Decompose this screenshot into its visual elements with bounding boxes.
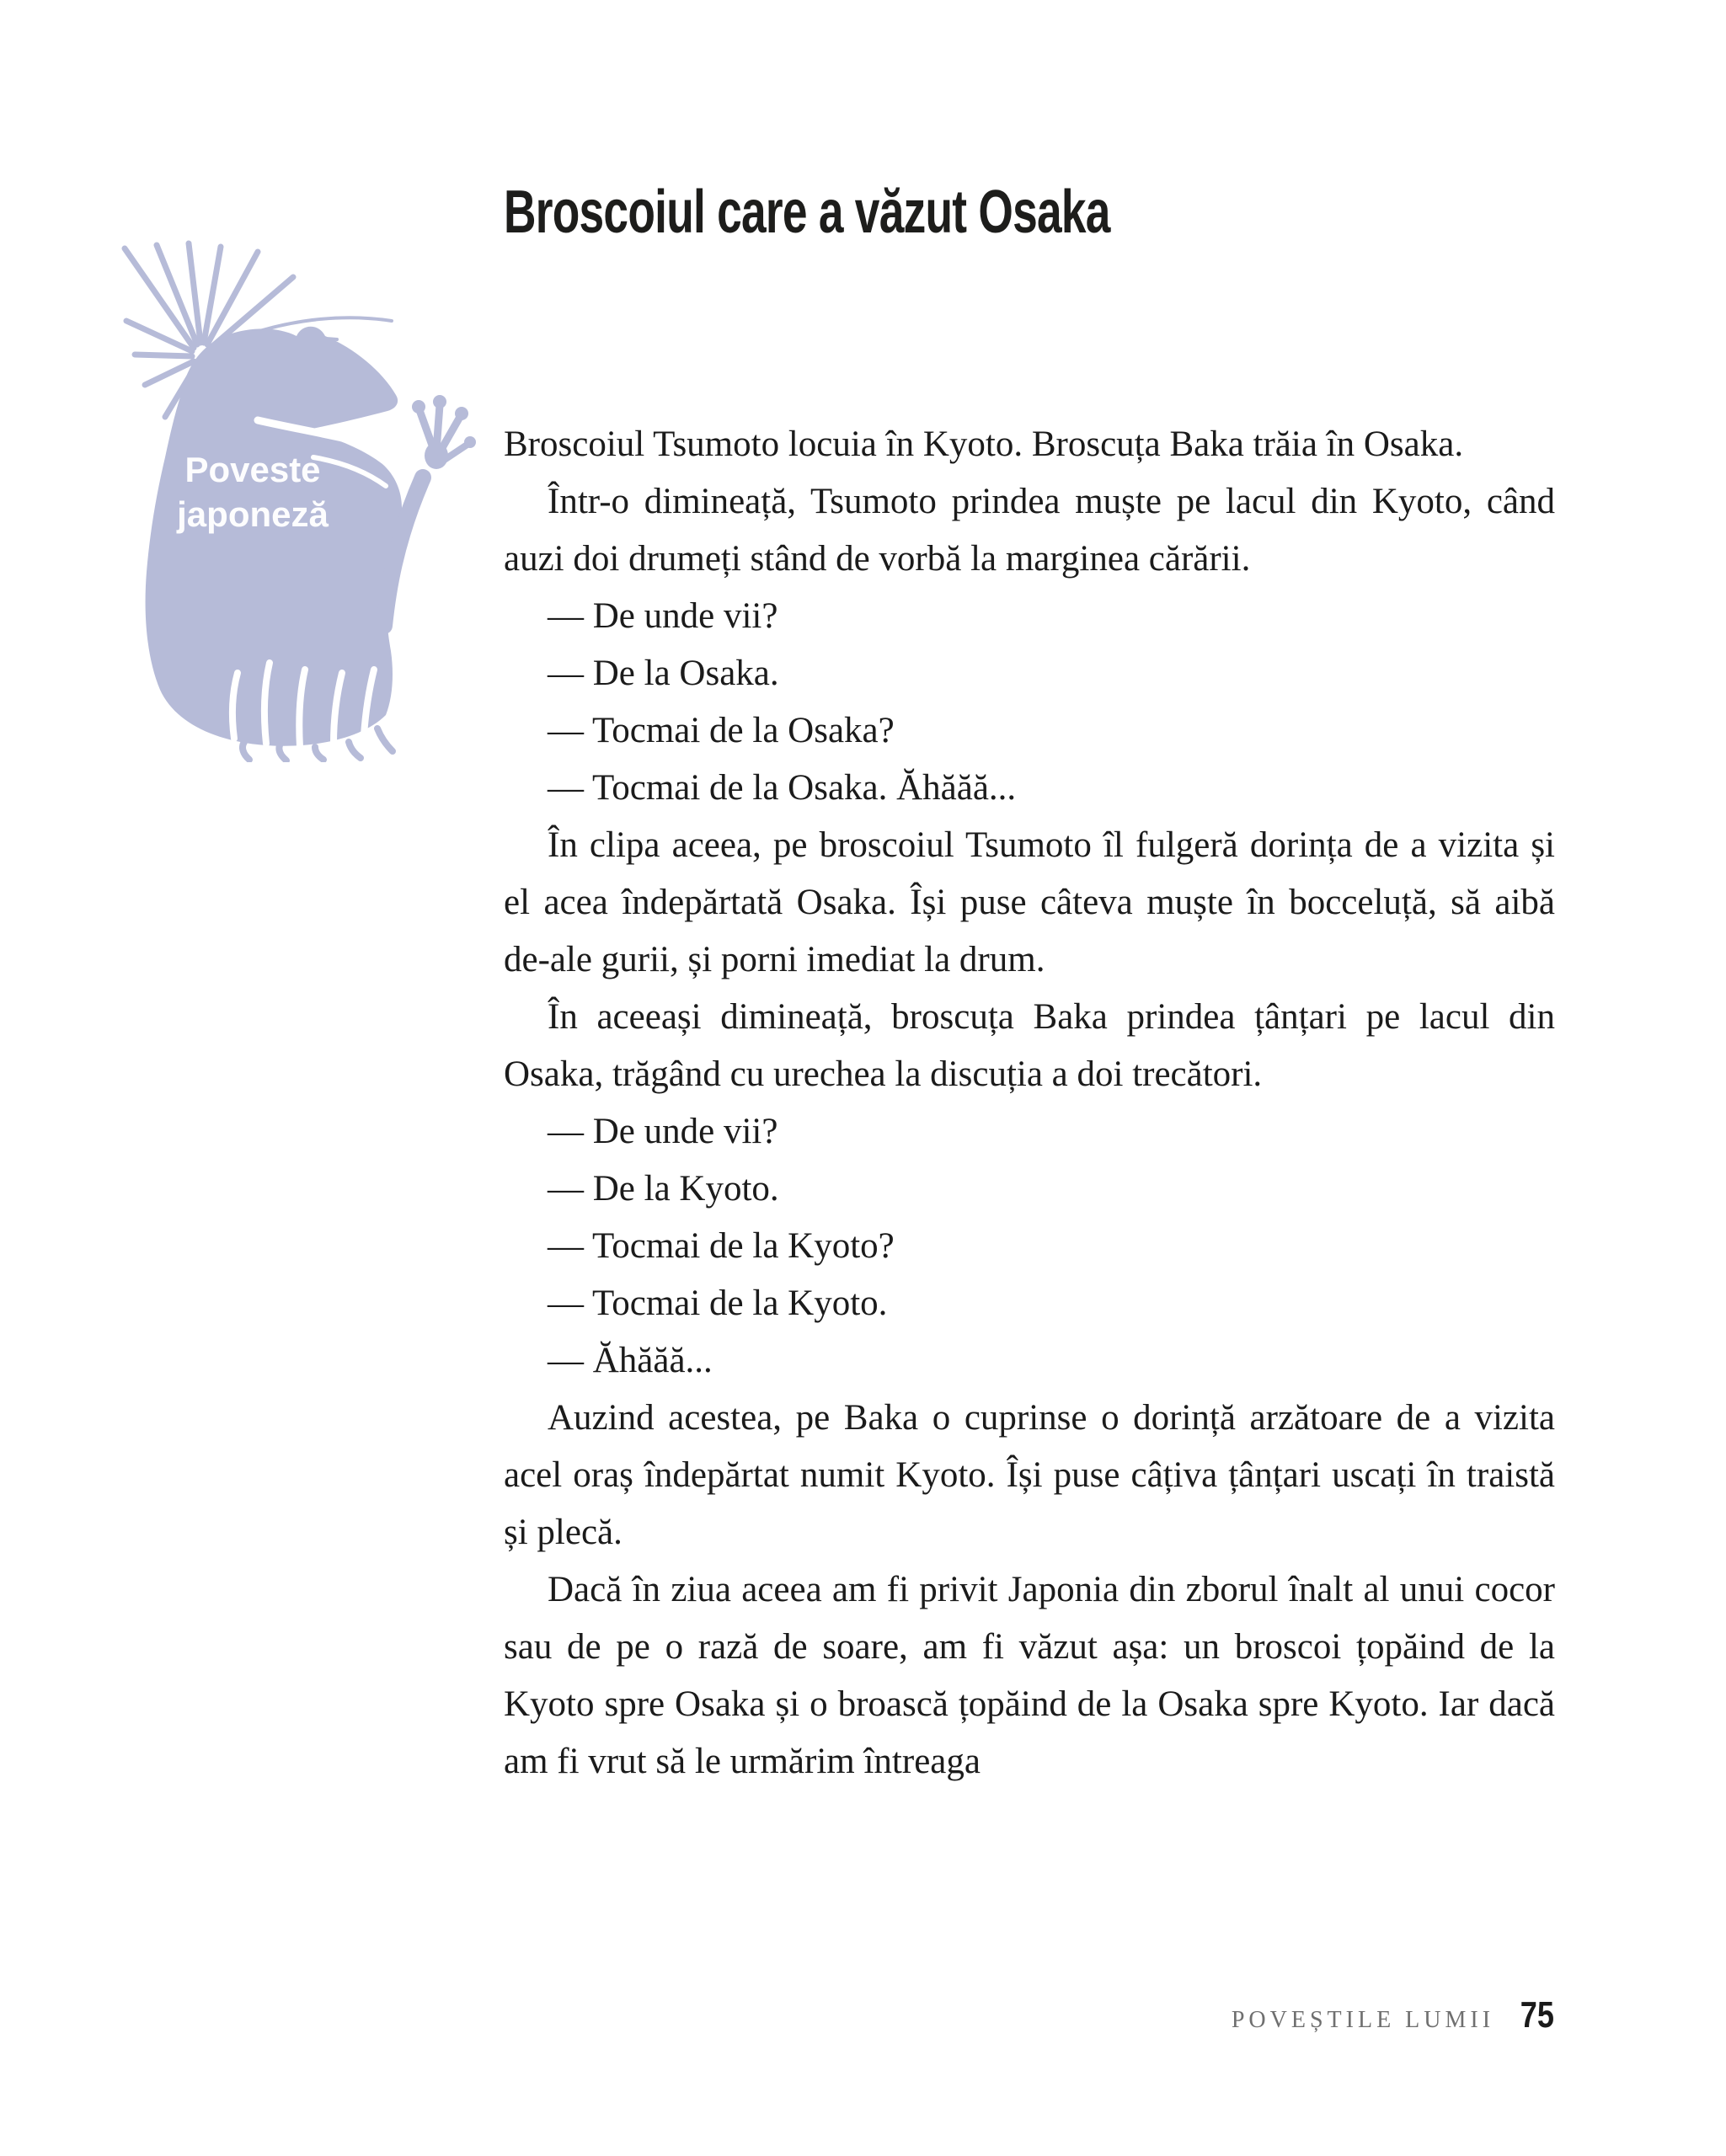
story-paragraph: Broscoiul Tsumoto locuia în Kyoto. Broscuța Baka trăia în Osaka. bbox=[504, 424, 1464, 464]
story-title: Broscoiul care a văzut Osaka bbox=[504, 179, 1110, 246]
dialogue-line: — De la Osaka. bbox=[548, 654, 779, 693]
frog-illustration bbox=[101, 240, 480, 762]
dialogue-line: — Tocmai de la Kyoto? bbox=[548, 1226, 895, 1266]
page-number: 75 bbox=[1520, 1994, 1554, 2036]
dialogue-line: — De unde vii? bbox=[548, 1112, 778, 1151]
page-footer bbox=[1232, 1994, 1554, 2036]
story-paragraph: Într-o dimineață, Tsumoto prindea muște pe lacul din Kyoto, când auzi doi drumeți stând de vorbă la marginea cărării. bbox=[504, 482, 1555, 579]
dialogue-line: — De la Kyoto. bbox=[548, 1169, 779, 1209]
category-badge bbox=[135, 447, 371, 536]
story-paragraph: Dacă în ziua aceea am fi privit Japonia din zborul înalt al unui cocor sau de pe o rază de soare, am fi văzut așa: un broscoi țopăind de la Kyoto spre Osaka și o broască țopăind de la Osaka spre Kyoto. Iar dacă am fi vrut să le urmărim întreaga bbox=[504, 1570, 1555, 1781]
story-paragraph: În clipa aceea, pe broscoiul Tsumoto îl fulgeră dorința de a vizita și el acea îndepărtată Osaka. Își puse câteva muște în bocceluță, să aibă de-ale gurii, și porni imediat la drum. bbox=[504, 825, 1555, 979]
dialogue-line: — Tocmai de la Kyoto. bbox=[548, 1283, 888, 1323]
dialogue-line: — Tocmai de la Osaka? bbox=[548, 711, 895, 750]
badge-line2: japoneză bbox=[177, 494, 329, 534]
story-paragraph: În aceeași dimineață, broscuța Baka prindea țânțari pe lacul din Osaka, trăgând cu urechea la discuția a doi trecători. bbox=[504, 997, 1555, 1094]
story-paragraph: Auzind acestea, pe Baka o cuprinse o dorință arzătoare de a vizita acel oraș îndepărtat numit Kyoto. Își puse câțiva țânțari uscați în traistă și plecă. bbox=[504, 1398, 1555, 1552]
dialogue-line: — De unde vii? bbox=[548, 596, 778, 636]
book-title: POVEȘTILE LUMII bbox=[1231, 2007, 1495, 2033]
dialogue-line: — Ăhăăă... bbox=[548, 1341, 713, 1380]
dialogue-line: — Tocmai de la Osaka. Ăhăăă... bbox=[548, 768, 1017, 808]
badge-line1: Poveste bbox=[184, 450, 321, 489]
story-body bbox=[504, 416, 1555, 1790]
